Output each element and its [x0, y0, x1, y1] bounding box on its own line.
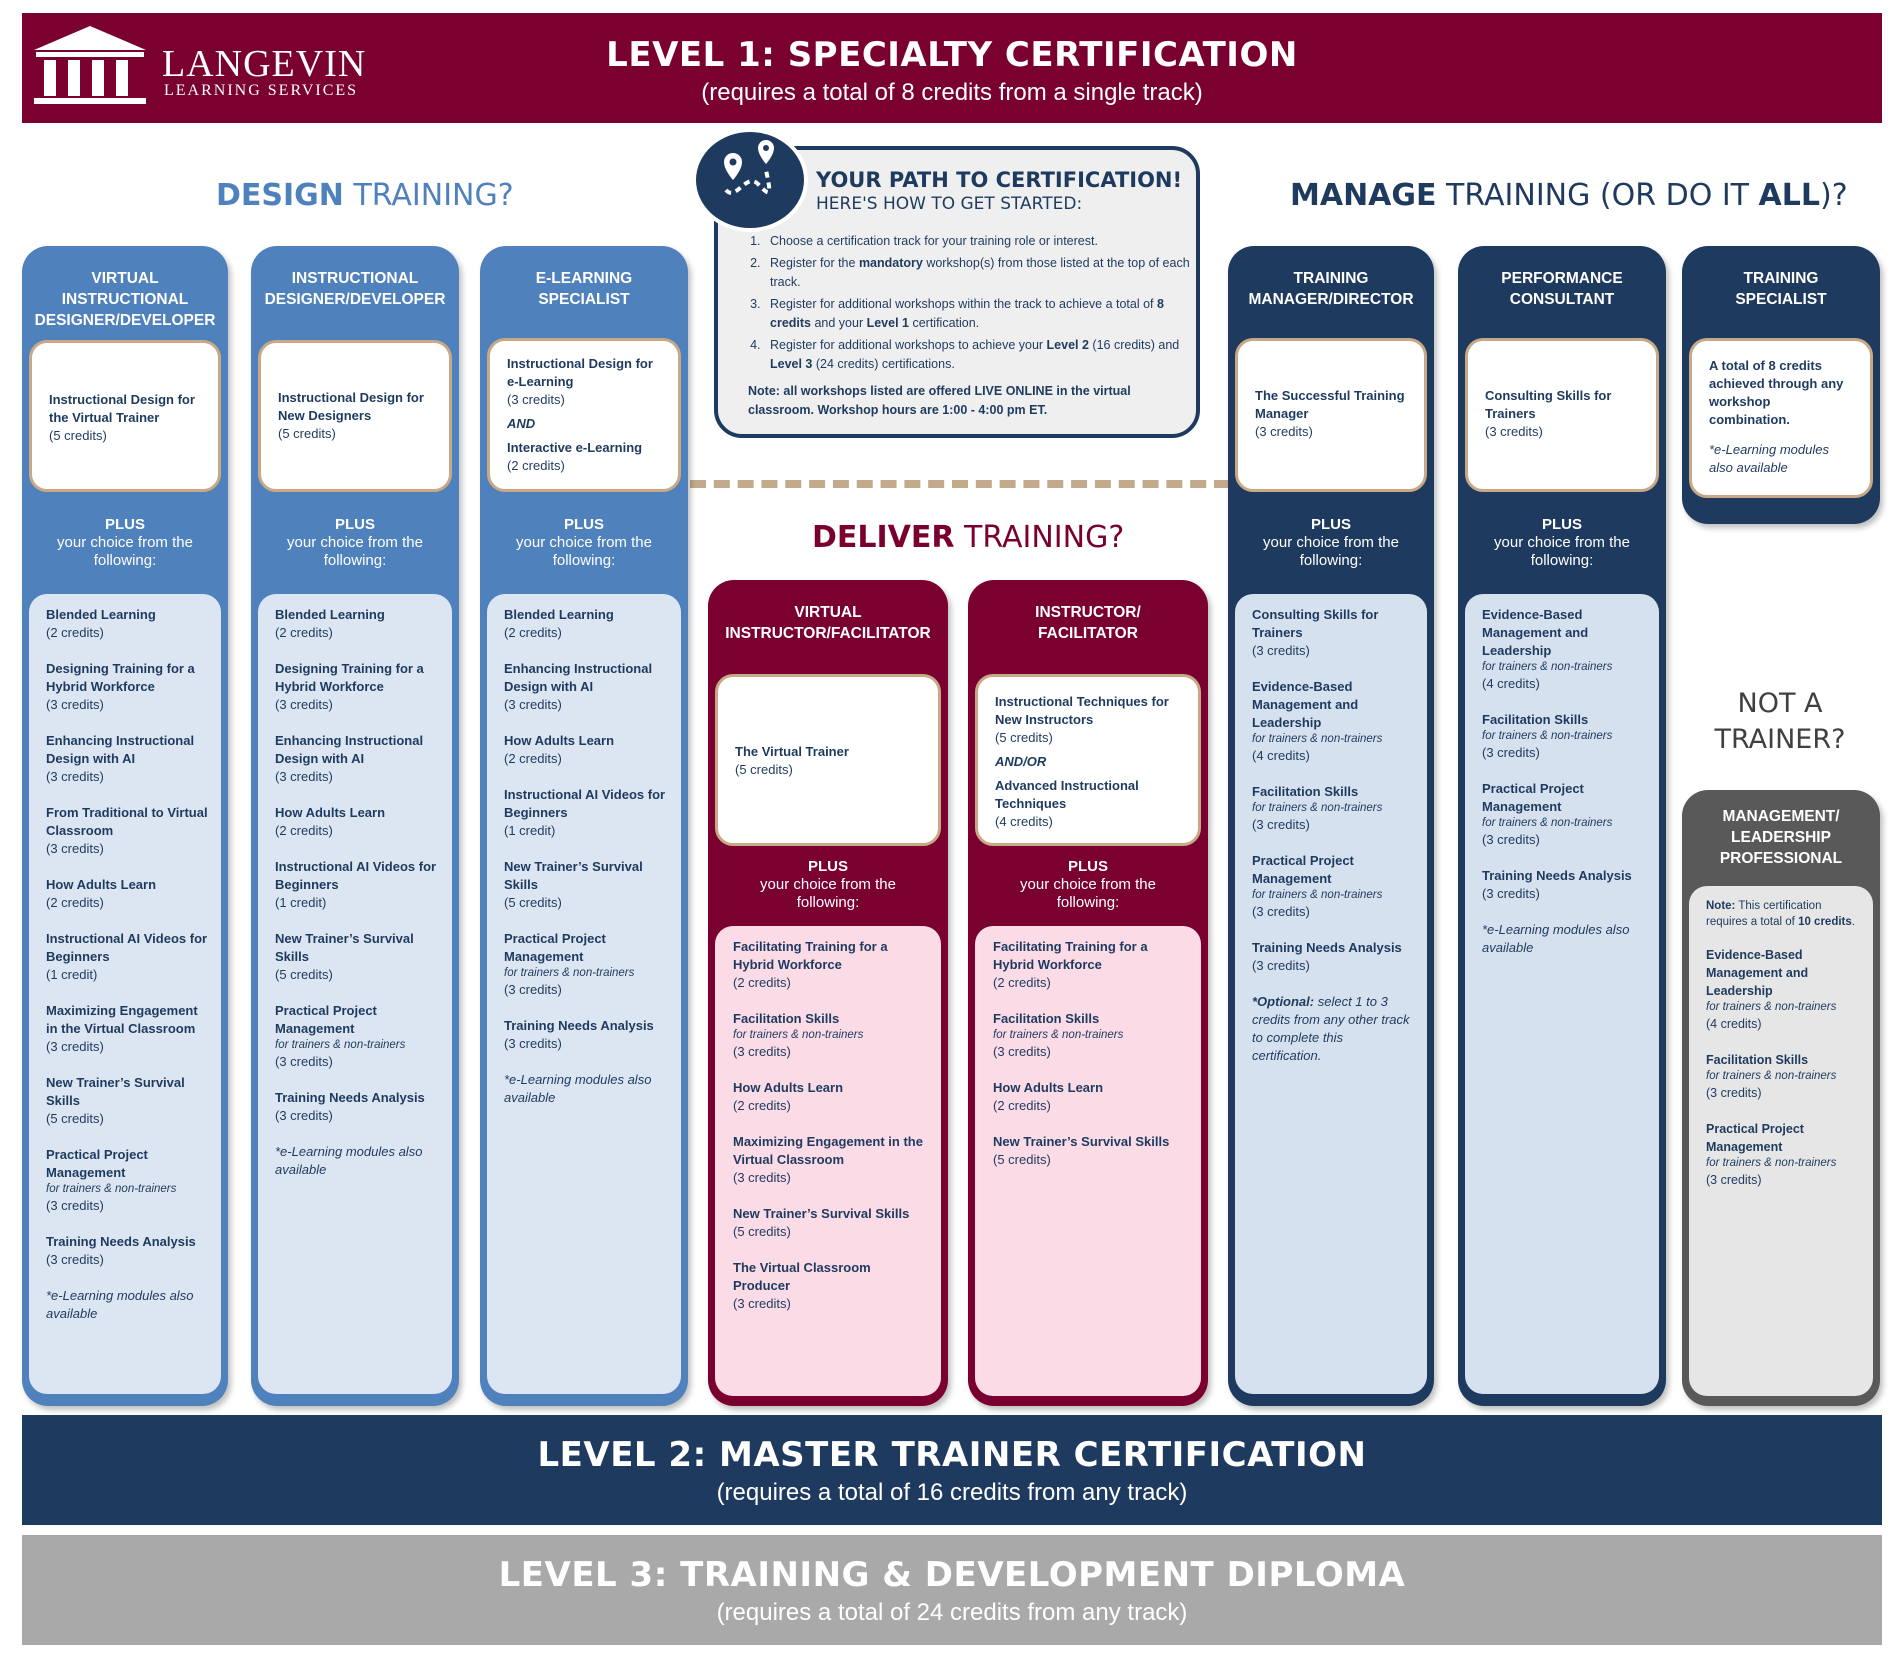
mandatory-workshop-credits: (5 credits) — [735, 762, 793, 777]
mandatory-workshop-title: Consulting Skills for Trainers — [1485, 388, 1612, 421]
level-1-subtitle: (requires a total of 8 credits from a single track) — [701, 79, 1203, 106]
plus-label: PLUS your choice from the following: — [760, 858, 896, 911]
plus-label: PLUS your choice from the following: — [57, 516, 193, 569]
elearning-note: *e-Learning modules also available — [46, 1288, 194, 1321]
plus-label: PLUS your choice from the following: — [287, 516, 423, 569]
list-item: How Adults Learn (2 credits) — [993, 1080, 1104, 1113]
track-title: INSTRUCTOR/ FACILITATOR — [1035, 604, 1141, 642]
mandatory-box — [715, 674, 941, 846]
track-title: E-LEARNING SPECIALIST — [535, 270, 633, 308]
list-item: Enhancing Instructional Design with AI (3 credits) — [504, 661, 653, 712]
path-step: 1. Choose a certification track for your training role or interest. — [764, 232, 1194, 252]
dashed-divider — [690, 480, 1230, 488]
elearning-note: *e-Learning modules also available — [1482, 922, 1630, 955]
optional-note: *Optional: select 1 to 3 credits from any other track to complete this certification. — [1252, 994, 1410, 1063]
level-3-subtitle: (requires a total of 24 credits from any track) — [716, 1599, 1188, 1626]
list-item: Designing Training for a Hybrid Workforce (3 credits) — [275, 661, 424, 712]
certification-note: Note: This certification requires a total of 10 credits. — [1706, 900, 1855, 928]
mandatory-workshop-title: Instructional Design for the Virtual Trainer — [49, 392, 195, 425]
track-performance-consultant — [1458, 246, 1666, 1406]
list-item: Evidence-Based Management and Leadership for trainers & non-trainers (4 credits) — [1706, 948, 1837, 1031]
plus-label: PLUS your choice from the following: — [1494, 516, 1630, 569]
track-title: MANAGEMENT/ LEADERSHIP PROFESSIONAL — [1719, 808, 1843, 867]
list-item: Facilitation Skills for trainers & non-trainers (3 credits) — [1706, 1053, 1837, 1100]
mandatory-box — [1235, 338, 1427, 492]
list-item: How Adults Learn (2 credits) — [733, 1080, 844, 1113]
list-item: New Trainer’s Survival Skills (5 credits) — [733, 1206, 910, 1239]
list-item: Instructional AI Videos for Beginners (1 credit) — [46, 931, 208, 982]
elective-list — [1689, 886, 1873, 1396]
level-2-subtitle: (requires a total of 16 credits from any track) — [716, 1479, 1188, 1506]
list-item: Blended Learning (2 credits) — [504, 607, 614, 640]
mandatory-workshop-credits: (5 credits) — [49, 428, 107, 443]
mandatory-workshop-title: Instructional Design for New Designers — [278, 390, 424, 423]
list-item: Facilitating Training for a Hybrid Workforce (2 credits) — [993, 939, 1148, 990]
list-item: Evidence-Based Management and Leadership for trainers & non-trainers (4 credits) — [1482, 607, 1613, 691]
connector-and: AND — [507, 416, 536, 431]
plus-label: PLUS your choice from the following: — [1263, 516, 1399, 569]
list-item: Instructional AI Videos for Beginners (1 credit) — [504, 787, 666, 838]
list-item: The Virtual Classroom Producer (3 credits) — [733, 1260, 871, 1311]
list-item: Facilitation Skills for trainers & non-trainers (3 credits) — [1252, 784, 1383, 832]
track-title: INSTRUCTIONAL DESIGNER/DEVELOPER — [264, 270, 446, 308]
building-columns-icon — [30, 24, 150, 108]
mandatory-box — [29, 340, 221, 492]
list-item: How Adults Learn (2 credits) — [504, 733, 615, 766]
track-management-leadership-professional — [1682, 790, 1880, 1406]
list-item: How Adults Learn (2 credits) — [275, 805, 386, 838]
track-title: TRAINING MANAGER/DIRECTOR — [1248, 270, 1414, 308]
elearning-note: *e-Learning modules also available — [504, 1072, 652, 1105]
track-training-specialist — [1682, 246, 1880, 524]
track-title: VIRTUAL INSTRUCTOR/FACILITATOR — [725, 604, 931, 642]
mandatory-workshop-credits: (5 credits) — [278, 426, 336, 441]
list-item: From Traditional to Virtual Classroom (3 credits) — [46, 805, 208, 856]
level-1-title: LEVEL 1: SPECIALTY CERTIFICATION — [606, 35, 1298, 75]
specialist-requirement: A total of 8 credits achieved through any workshop combination. — [1709, 358, 1844, 427]
track-title: PERFORMANCE CONSULTANT — [1501, 270, 1623, 308]
list-item: Training Needs Analysis (3 credits) — [1252, 940, 1402, 973]
brand-tagline: LEARNING SERVICES — [164, 82, 359, 99]
list-item: Training Needs Analysis (3 credits) — [46, 1234, 196, 1267]
track-training-manager-director — [1228, 246, 1434, 1406]
list-item: Practical Project Management for trainers & non-trainers (3 credits) — [504, 931, 635, 997]
mandatory-box — [487, 338, 681, 492]
list-item: Facilitation Skills for trainers & non-trainers (3 credits) — [993, 1011, 1124, 1059]
path-step: 3. Register for additional workshops within the track to achieve a total of 8 credits and your Level 1 certification. — [764, 295, 1194, 334]
mandatory-workshop-credits: (3 credits) — [507, 392, 565, 407]
track-virtual-instructional-designer — [22, 246, 228, 1406]
list-item: Enhancing Instructional Design with AI (3 credits) — [46, 733, 195, 784]
list-item: Instructional AI Videos for Beginners (1 credit) — [275, 859, 437, 910]
list-item: How Adults Learn (2 credits) — [46, 877, 157, 910]
mandatory-workshop-title: Advanced Instructional Techniques — [995, 778, 1139, 811]
mandatory-workshop-credits: (3 credits) — [1485, 424, 1543, 439]
elective-list — [1465, 594, 1659, 1394]
mandatory-box — [1465, 338, 1659, 492]
brand-name: LANGEVIN — [162, 43, 367, 85]
langevin-logo — [30, 24, 367, 108]
path-subtitle: HERE'S HOW TO GET STARTED: — [816, 194, 1083, 214]
elective-list — [29, 594, 221, 1394]
list-item: Training Needs Analysis (3 credits) — [1482, 868, 1632, 901]
track-title: VIRTUAL INSTRUCTIONAL DESIGNER/DEVELOPER — [34, 270, 216, 329]
list-item: Training Needs Analysis (3 credits) — [275, 1090, 425, 1123]
list-item: Practical Project Management for trainers & non-trainers (3 credits) — [275, 1003, 406, 1069]
list-item: Facilitation Skills for trainers & non-trainers (3 credits) — [733, 1011, 864, 1059]
list-item: Maximizing Engagement in the Virtual Classroom (3 credits) — [733, 1134, 923, 1185]
elective-list — [258, 594, 452, 1394]
mandatory-workshop-title: The Successful Training Manager — [1255, 388, 1405, 421]
elective-list — [487, 594, 681, 1394]
list-item: Designing Training for a Hybrid Workforce (3 credits) — [46, 661, 195, 712]
mandatory-workshop-title: Instructional Techniques for New Instructors — [995, 694, 1169, 727]
list-item: Enhancing Instructional Design with AI (3 credits) — [275, 733, 424, 784]
mandatory-workshop-title: The Virtual Trainer — [735, 744, 849, 759]
elective-list — [715, 926, 941, 1396]
path-step: 2. Register for the mandatory workshop(s) from those listed at the top of each track. — [764, 254, 1194, 293]
elearning-note: *e-Learning modules also available — [1709, 442, 1829, 475]
route-map-icon — [692, 128, 808, 232]
elective-list — [975, 926, 1201, 1396]
manage-heading: MANAGE TRAINING (OR DO IT ALL)? — [1290, 178, 1848, 213]
connector-and-or: AND/OR — [995, 754, 1047, 769]
track-virtual-instructor-facilitator — [708, 580, 948, 1406]
list-item: New Trainer’s Survival Skills (5 credits) — [993, 1134, 1170, 1167]
mandatory-workshop-title: Instructional Design for e-Learning — [507, 356, 653, 389]
list-item: Consulting Skills for Trainers (3 credits) — [1252, 607, 1379, 658]
track-title: TRAINING SPECIALIST — [1735, 270, 1827, 308]
list-item: Training Needs Analysis (3 credits) — [504, 1018, 654, 1051]
track-instructional-designer — [251, 246, 459, 1406]
deliver-heading: DELIVER TRAINING? — [812, 520, 1125, 555]
list-item: Practical Project Management for trainers & non-trainers (3 credits) — [1706, 1122, 1837, 1187]
list-item: Blended Learning (2 credits) — [46, 607, 156, 640]
mandatory-box — [975, 674, 1201, 846]
list-item: Practical Project Management for trainers & non-trainers (3 credits) — [1482, 781, 1613, 847]
path-steps — [738, 232, 1194, 377]
mandatory-workshop-credits: (2 credits) — [507, 458, 565, 473]
elective-list — [1235, 594, 1427, 1394]
plus-label: PLUS your choice from the following: — [516, 516, 652, 569]
list-item: Maximizing Engagement in the Virtual Classroom (3 credits) — [46, 1003, 198, 1054]
mandatory-box — [258, 340, 452, 492]
list-item: Evidence-Based Management and Leadership for trainers & non-trainers (4 credits) — [1252, 679, 1383, 763]
design-heading: DESIGN TRAINING? — [216, 178, 514, 213]
list-item: Facilitating Training for a Hybrid Workforce (2 credits) — [733, 939, 888, 990]
mandatory-workshop-credits: (4 credits) — [995, 814, 1053, 829]
not-a-trainer-heading: NOT A TRAINER? — [1714, 688, 1846, 755]
list-item: New Trainer’s Survival Skills (5 credits) — [275, 931, 414, 982]
list-item: New Trainer’s Survival Skills (5 credits) — [46, 1075, 185, 1126]
mandatory-workshop-credits: (5 credits) — [995, 730, 1053, 745]
list-item: Practical Project Management for trainers & non-trainers (3 credits) — [1252, 853, 1383, 919]
plus-label: PLUS your choice from the following: — [1020, 858, 1156, 911]
level-2-title: LEVEL 2: MASTER TRAINER CERTIFICATION — [537, 1435, 1367, 1475]
mandatory-workshop-credits: (3 credits) — [1255, 424, 1313, 439]
path-title: YOUR PATH TO CERTIFICATION! — [816, 168, 1183, 192]
path-note: Note: all workshops listed are offered LIVE ONLINE in the virtual classroom. Workshop hours are 1:00 - 4:00 pm ET. — [748, 384, 1131, 417]
elearning-note: *e-Learning modules also available — [275, 1144, 423, 1177]
path-step: 4. Register for additional workshops to achieve your Level 2 (16 credits) and Level 3 (24 credits) certifications. — [764, 336, 1194, 375]
track-instructor-facilitator — [968, 580, 1208, 1406]
list-item: Practical Project Management for trainers & non-trainers (3 credits) — [46, 1147, 177, 1213]
list-item: Blended Learning (2 credits) — [275, 607, 385, 640]
list-item: New Trainer’s Survival Skills (5 credits) — [504, 859, 643, 910]
track-elearning-specialist — [480, 246, 688, 1406]
list-item: Facilitation Skills for trainers & non-trainers (3 credits) — [1482, 712, 1613, 760]
level-3-title: LEVEL 3: TRAINING & DEVELOPMENT DIPLOMA — [498, 1555, 1406, 1595]
mandatory-workshop-title: Interactive e-Learning — [507, 440, 643, 455]
mandatory-box — [1689, 338, 1873, 498]
level-3-banner — [22, 1535, 1882, 1645]
level-2-banner — [22, 1415, 1882, 1525]
